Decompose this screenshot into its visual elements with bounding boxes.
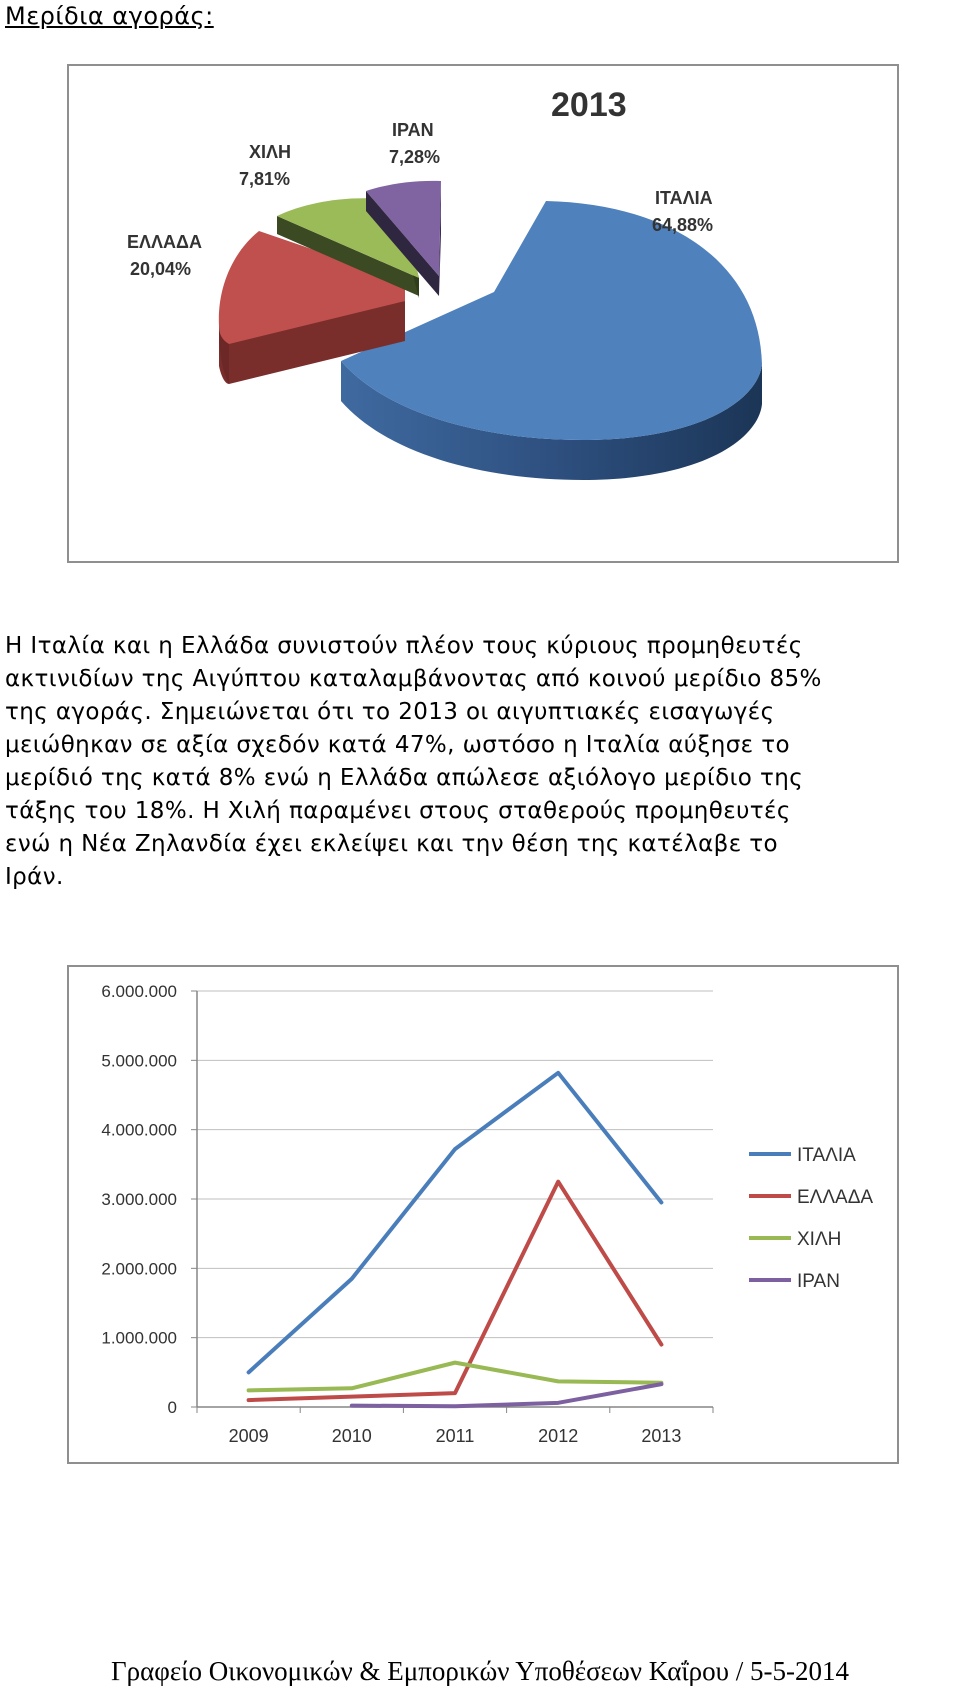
pie-chart [67, 64, 899, 563]
pie-label-value-greece: 20,04% [130, 259, 192, 279]
series-line-2 [249, 1363, 662, 1391]
x-tick-label: 2013 [641, 1426, 682, 1446]
line-chart-svg [69, 967, 897, 1462]
series-line-1 [249, 1182, 662, 1400]
page-footer: Γραφείο Οικονομικών & Εμπορικών Υποθέσεων Καΐρου / 5-5-2014 [111, 1656, 849, 1686]
y-tick-label: 2.000.000 [101, 1259, 177, 1279]
x-tick-label: 2011 [435, 1426, 475, 1446]
legend-label: ΙΡΑΝ [797, 1271, 840, 1292]
legend-label: ΕΛΛΑΔΑ [797, 1187, 874, 1208]
paragraph-line: ενώ η Νέα Ζηλανδία έχει εκλείψει και την θέση της κατέλαβε το [5, 831, 778, 857]
paragraph-line: τάξης του 18%. Η Χιλή παραμένει στους σταθερούς προμηθευτές [5, 798, 791, 824]
pie-label-name-greece: ΕΛΛΑΔΑ [127, 232, 202, 252]
pie-title: 2013 [551, 86, 627, 124]
paragraph-line: μειώθηκαν σε αξία σχεδόν κατά 47%, ωστόσο η Ιταλία αύξησε το [5, 732, 790, 758]
x-tick-label: 2012 [538, 1426, 579, 1446]
paragraph-line: Η Ιταλία και η Ελλάδα συνιστούν πλέον τους κύριους προμηθευτές [5, 633, 803, 659]
y-tick-label: 5.000.000 [101, 1051, 177, 1071]
pie-label-value-italy: 64,88% [652, 215, 714, 235]
body-paragraph [5, 630, 960, 894]
pie-label-name-chile: ΧΙΛΗ [249, 142, 292, 162]
pie-chart-svg [69, 66, 897, 561]
legend-label: ΙΤΑΛΙΑ [797, 1145, 856, 1166]
y-tick-label: 1.000.000 [101, 1328, 177, 1348]
y-tick-label: 0 [167, 1398, 177, 1417]
paragraph-line: της αγοράς. Σημειώνεται ότι το 2013 οι αιγυπτιακές εισαγωγές [5, 699, 775, 725]
legend-label: ΧΙΛΗ [797, 1229, 842, 1250]
pie-label-value-iran: 7,28% [389, 147, 441, 167]
paragraph-line: μερίδιό της κατά 8% ενώ η Ελλάδα απώλεσε αξιόλογο μερίδιο της [5, 765, 804, 791]
pie-label-value-chile: 7,81% [239, 169, 291, 189]
y-tick-label: 4.000.000 [101, 1120, 177, 1140]
x-tick-label: 2009 [228, 1426, 269, 1446]
pie-label-name-italy: ΙΤΑΛΙΑ [655, 188, 713, 208]
pie-label-name-iran: ΙΡΑΝ [392, 120, 434, 140]
paragraph-line: Ιράν. [5, 864, 64, 890]
line-chart [67, 965, 899, 1464]
y-tick-label: 6.000.000 [101, 982, 177, 1001]
section-heading: Μερίδια αγοράς: [5, 2, 214, 30]
y-tick-label: 3.000.000 [101, 1190, 177, 1209]
x-tick-label: 2010 [331, 1426, 372, 1446]
series-line-0 [249, 1073, 662, 1373]
paragraph-line: ακτινιδίων της Αιγύπτου καταλαμβάνοντας από κοινού μερίδιο 85% [5, 666, 822, 692]
